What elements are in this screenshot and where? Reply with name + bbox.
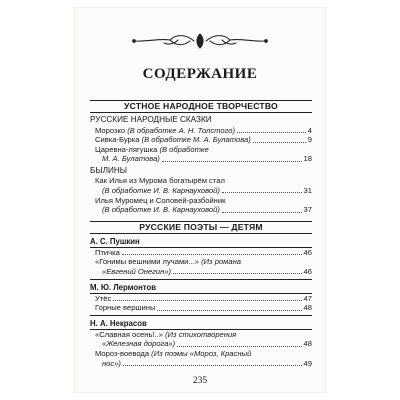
entry-note: (Из стихотворения bbox=[165, 329, 237, 339]
toc-entry-continued[interactable] bbox=[90, 186, 312, 196]
toc-entry[interactable] bbox=[90, 294, 312, 304]
dot-leader bbox=[113, 300, 301, 301]
entry-page: 18 bbox=[303, 154, 312, 164]
toc-entry[interactable] bbox=[90, 145, 312, 155]
poet-name: Н. А. Некрасов bbox=[90, 318, 147, 328]
entry-page: 47 bbox=[303, 293, 312, 303]
toc-entry-continued[interactable] bbox=[90, 267, 312, 277]
dot-leader bbox=[123, 365, 302, 366]
toc-entry[interactable] bbox=[90, 248, 312, 258]
section-heading: РУССКИЕ ПОЭТЫ — ДЕТЯМ bbox=[139, 221, 263, 232]
entry-title: «Славная осень!..» bbox=[95, 329, 166, 339]
poet-name: М. Ю. Лермонтов bbox=[90, 282, 157, 292]
entry-page: 9 bbox=[307, 135, 312, 145]
group-label: БЫЛИНЫ bbox=[90, 165, 128, 175]
entry-note: (Из романа bbox=[201, 257, 241, 267]
dot-leader bbox=[122, 254, 302, 255]
entry-note: (Из поэмы «Мороз, Красный bbox=[151, 348, 252, 358]
poet-name: А. С. Пушкин bbox=[90, 236, 140, 246]
dot-leader bbox=[253, 142, 306, 143]
dot-leader bbox=[222, 192, 302, 193]
entry-note: (В обработке bbox=[159, 144, 209, 154]
toc-entry[interactable] bbox=[90, 257, 312, 267]
dot-leader bbox=[237, 132, 306, 133]
toc-entry-continued[interactable] bbox=[90, 339, 312, 349]
dot-leader bbox=[173, 273, 301, 274]
toc-entry[interactable] bbox=[90, 349, 312, 359]
toc-entry[interactable] bbox=[90, 330, 312, 340]
entry-title: Птичка bbox=[95, 247, 120, 257]
toc-entry-continued[interactable] bbox=[90, 154, 312, 164]
dot-leader bbox=[177, 346, 301, 347]
entry-title: Мороз-воевода bbox=[95, 348, 152, 358]
page-title: СОДЕРЖАНИЕ bbox=[142, 66, 258, 82]
entry-page: 49 bbox=[303, 358, 312, 368]
entry-page: 48 bbox=[303, 339, 312, 349]
entry-title: Горные вершины bbox=[95, 303, 156, 313]
dot-leader bbox=[157, 310, 301, 311]
toc-entry[interactable] bbox=[90, 126, 312, 136]
group-label: РУССКИЕ НАРОДНЫЕ СКАЗКИ bbox=[90, 115, 212, 124]
toc-entry[interactable] bbox=[90, 135, 312, 145]
toc-content bbox=[90, 100, 312, 368]
toc-entry-continued[interactable] bbox=[90, 205, 312, 215]
entry-note-continued: «Евгений Онегин») bbox=[102, 266, 172, 276]
page-number: 235 bbox=[192, 376, 208, 386]
toc-entry[interactable] bbox=[90, 196, 312, 206]
entry-title: Морозко bbox=[95, 125, 128, 135]
entry-note: (В обработке М. А. Булатова) bbox=[141, 135, 251, 145]
dot-leader bbox=[222, 212, 302, 213]
entry-note-continued: «Железная дорога») bbox=[102, 339, 176, 349]
entry-note: (В обработке А. Н. Толстого) bbox=[127, 125, 235, 135]
entry-title: Утёс bbox=[95, 293, 112, 303]
entry-page: 48 bbox=[303, 303, 312, 313]
entry-page: 46 bbox=[303, 247, 312, 257]
entry-title: Сивка-Бурка bbox=[95, 135, 142, 145]
toc-entry-continued[interactable] bbox=[90, 359, 312, 369]
entry-title: Как Илья из Мурома богатырём стал bbox=[95, 176, 225, 186]
toc-entry[interactable] bbox=[90, 176, 312, 186]
entry-note-continued: М. А. Булатова) bbox=[102, 154, 160, 164]
ornament-divider-icon bbox=[130, 30, 270, 52]
entry-title: «Гонимы вешними лучами...» bbox=[95, 257, 202, 267]
entry-title: Илья Муромец и Соловей-разбойник bbox=[95, 195, 226, 205]
entry-page: 37 bbox=[303, 205, 312, 215]
entry-page: 4 bbox=[307, 125, 312, 135]
divider bbox=[90, 112, 312, 113]
dot-leader bbox=[162, 161, 302, 162]
entry-note-continued: нос») bbox=[102, 358, 121, 368]
toc-entry[interactable] bbox=[90, 303, 312, 313]
entry-page: 31 bbox=[303, 185, 312, 195]
entry-note: (В обработке И. В. Карнауховой) bbox=[102, 185, 220, 195]
entry-note: (В обработке И. В. Карнауховой) bbox=[102, 205, 220, 215]
book-page bbox=[75, 8, 325, 392]
entry-page: 46 bbox=[303, 266, 312, 276]
section-heading: УСТНОЕ НАРОДНОЕ ТВОРЧЕСТВО bbox=[124, 101, 278, 111]
entry-title: Царевна-лягушка bbox=[95, 144, 160, 154]
